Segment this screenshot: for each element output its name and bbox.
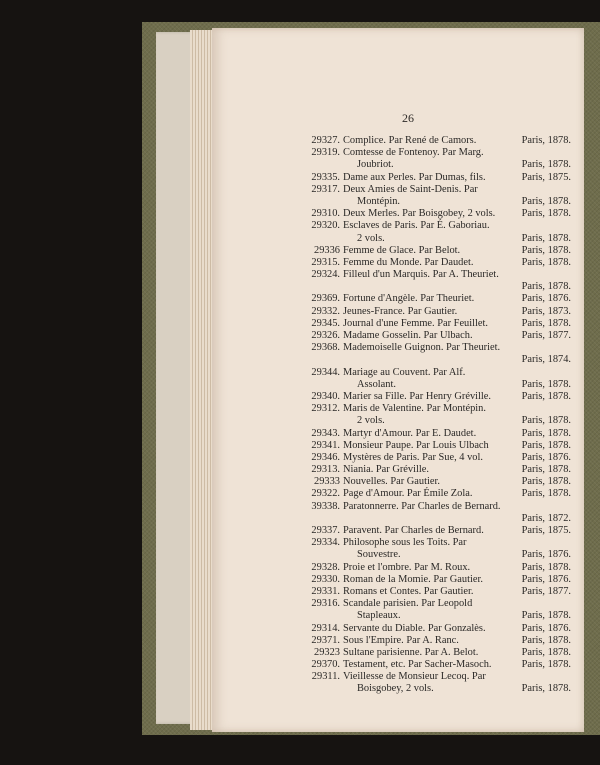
entry-line — [304, 635, 571, 647]
page-number: 26 — [402, 111, 414, 125]
catalog-entry — [304, 671, 571, 695]
entry-line — [304, 354, 571, 366]
catalog-entry — [304, 293, 571, 305]
entry-title: Paratonnerre. Par Charles de Bernard. — [343, 500, 501, 512]
catalog-entry — [304, 147, 571, 171]
entry-line — [304, 537, 571, 549]
catalog-entry — [304, 172, 571, 184]
entry-publication: Paris, 1875. — [521, 171, 571, 183]
catalog-entry — [304, 525, 571, 537]
entry-number: 29310. — [311, 208, 340, 220]
entry-number: 29316. — [311, 598, 340, 610]
catalog-entry — [304, 184, 571, 208]
entry-publication: Paris, 1878. — [521, 476, 571, 488]
entry-title: Deux Amies de Saint-Denis. Par — [343, 183, 478, 195]
entry-number: 29324. — [311, 269, 340, 281]
entry-line — [304, 562, 571, 574]
entry-number: 29334. — [311, 537, 340, 549]
entry-number: 29368. — [311, 342, 340, 354]
entry-line — [304, 647, 571, 659]
entry-title: Jeunes-France. Par Gautier. — [343, 305, 458, 317]
entry-publication: Paris, 1878. — [521, 244, 571, 256]
entry-number: 29371. — [311, 634, 340, 646]
entry-number: 29327. — [311, 135, 340, 146]
entry-title: Romans et Contes. Par Gautier. — [343, 585, 474, 597]
entry-number: 29314. — [311, 622, 340, 634]
catalog-entry — [304, 488, 571, 500]
entry-title: Deux Merles. Par Boisgobey, 2 vols. — [343, 208, 496, 220]
entry-number: 29344. — [311, 366, 340, 378]
entry-number: 29315. — [311, 256, 340, 268]
entry-number: 29323 — [314, 646, 340, 658]
catalog-entry — [304, 501, 571, 525]
catalog-entry — [304, 598, 571, 622]
entry-line — [304, 196, 571, 208]
catalog-entry — [304, 659, 571, 671]
entry-line — [304, 440, 571, 452]
entry-continuation: Joubriot. — [357, 159, 394, 171]
catalog-entry — [304, 269, 571, 293]
entry-publication: Paris, 1872. — [521, 512, 571, 524]
entry-line — [304, 513, 571, 525]
catalog-entry — [304, 440, 571, 452]
entry-line — [304, 464, 571, 476]
entry-publication: Paris, 1876. — [521, 549, 571, 561]
entry-line — [304, 184, 571, 196]
entry-line — [304, 549, 571, 561]
catalog-entry — [304, 208, 571, 220]
entry-line — [304, 147, 571, 159]
entry-line — [304, 330, 571, 342]
entry-title: Paravent. Par Charles de Bernard. — [343, 525, 484, 536]
entry-publication: Paris, 1876. — [521, 293, 571, 305]
entry-title: Proie et l'ombre. Par M. Roux. — [343, 561, 471, 573]
entry-number: 29335. — [311, 171, 340, 183]
catalog-entry — [304, 403, 571, 427]
entry-title: Servante du Diable. Par Gonzalès. — [343, 622, 486, 634]
catalog-entry — [304, 647, 571, 659]
entry-number: 29322. — [311, 488, 340, 500]
catalog-entry — [304, 452, 571, 464]
catalog-entry — [304, 635, 571, 647]
entry-title: Filleul d'un Marquis. Par A. Theuriet. — [343, 269, 499, 281]
entry-title: Fortune d'Angèle. Par Theuriet. — [343, 293, 475, 305]
entry-number: 29331. — [311, 585, 340, 597]
entry-title: Roman de la Momie. Par Gautier. — [343, 573, 483, 585]
entry-publication: Paris, 1878. — [521, 195, 571, 207]
entry-title: Monsieur Paupe. Par Louis Ulbach — [343, 439, 489, 451]
entry-line — [304, 488, 571, 500]
entry-publication: Paris, 1878. — [521, 208, 571, 220]
entry-continuation: Assolant. — [357, 378, 396, 390]
entry-line — [304, 220, 571, 232]
entry-publication: Paris, 1878. — [521, 135, 571, 146]
catalog-entry — [304, 318, 571, 330]
entry-line — [304, 172, 571, 184]
entry-line — [304, 501, 571, 513]
entry-number: 29317. — [311, 183, 340, 195]
entry-publication: Paris, 1878. — [521, 610, 571, 622]
entry-line — [304, 415, 571, 427]
entry-line — [304, 318, 571, 330]
catalog-entry — [304, 245, 571, 257]
entry-number: 29311. — [311, 671, 340, 683]
entry-line — [304, 683, 571, 695]
catalog-entry — [304, 574, 571, 586]
catalog-entry — [304, 623, 571, 635]
entry-publication: Paris, 1878. — [521, 281, 571, 293]
entry-title: Mystères de Paris. Par Sue, 4 vol. — [343, 451, 483, 463]
entry-publication: Paris, 1878. — [521, 634, 571, 646]
entry-number: 29337. — [311, 525, 340, 536]
entry-line — [304, 391, 571, 403]
catalog-entry — [304, 562, 571, 574]
entry-publication: Paris, 1878. — [521, 464, 571, 476]
entry-number: 29313. — [311, 464, 340, 476]
entry-publication: Paris, 1876. — [521, 622, 571, 634]
entry-publication: Paris, 1878. — [521, 390, 571, 402]
entry-number: 29333 — [314, 476, 340, 488]
entry-line — [304, 233, 571, 245]
entry-continuation: Souvestre. — [357, 549, 401, 561]
entry-number: 29312. — [311, 403, 340, 415]
entry-number: 29369. — [311, 293, 340, 305]
entry-number: 29328. — [311, 561, 340, 573]
entry-line — [304, 269, 571, 281]
catalog-entry — [304, 135, 571, 147]
entry-publication: Paris, 1878. — [521, 256, 571, 268]
catalog-entry — [304, 476, 571, 488]
entry-title: Nouvelles. Par Gautier. — [343, 476, 440, 488]
entry-publication: Paris, 1874. — [521, 354, 571, 366]
entry-line — [304, 135, 571, 147]
entry-continuation: Boisgobey, 2 vols. — [357, 683, 434, 695]
entry-line — [304, 342, 571, 354]
catalog-entry — [304, 342, 571, 366]
catalog-entry — [304, 367, 571, 391]
entry-line — [304, 610, 571, 622]
entry-line — [304, 208, 571, 220]
entry-publication: Paris, 1873. — [521, 305, 571, 317]
entry-line — [304, 403, 571, 415]
entry-continuation: 2 vols. — [357, 232, 385, 244]
book-page — [212, 28, 584, 732]
entry-title: Comtesse de Fontenoy. Par Marg. — [343, 147, 484, 159]
entry-publication: Paris, 1878. — [521, 439, 571, 451]
entry-publication: Paris, 1877. — [521, 585, 571, 597]
catalog-entry — [304, 257, 571, 269]
entry-publication: Paris, 1878. — [521, 317, 571, 329]
entry-line — [304, 367, 571, 379]
catalog-entry — [304, 586, 571, 598]
catalog-entry — [304, 464, 571, 476]
entry-line — [304, 245, 571, 257]
entry-title: Niania. Par Gréville. — [343, 464, 429, 476]
entry-publication: Paris, 1878. — [521, 659, 571, 671]
catalog-entry — [304, 537, 571, 561]
catalog-entry — [304, 330, 571, 342]
entry-title: Scandale parisien. Par Leopold — [343, 598, 473, 610]
entry-line — [304, 659, 571, 671]
entry-line — [304, 525, 571, 537]
entry-continuation: Stapleaux. — [357, 610, 401, 622]
entry-number: 29346. — [311, 451, 340, 463]
entry-publication: Paris, 1876. — [521, 451, 571, 463]
entry-title: Testament, etc. Par Sacher-Masoch. — [343, 659, 492, 671]
entry-number: 29345. — [311, 317, 340, 329]
entry-line — [304, 293, 571, 305]
entry-title: Complice. Par René de Camors. — [343, 135, 477, 146]
entry-title: Martyr d'Amour. Par E. Daudet. — [343, 427, 477, 439]
entry-title: Esclaves de Paris. Par É. Gaboriau. — [343, 220, 490, 232]
entry-number: 29336 — [314, 244, 340, 256]
entry-title: Mariage au Couvent. Par Alf. — [343, 366, 466, 378]
entry-line — [304, 586, 571, 598]
entry-publication: Paris, 1878. — [521, 561, 571, 573]
entry-title: Sultane parisienne. Par A. Belot. — [343, 646, 479, 658]
entry-line — [304, 574, 571, 586]
entry-number: 29343. — [311, 427, 340, 439]
entry-title: Vieillesse de Monsieur Lecoq. Par — [343, 671, 486, 683]
entry-line — [304, 598, 571, 610]
catalog-entry — [304, 306, 571, 318]
entry-line — [304, 159, 571, 171]
entry-publication: Paris, 1878. — [521, 378, 571, 390]
entry-line — [304, 281, 571, 293]
entry-number: 29332. — [311, 305, 340, 317]
catalog-entry — [304, 428, 571, 440]
entry-title: Page d'Amour. Par Émile Zola. — [343, 488, 473, 500]
entry-line — [304, 306, 571, 318]
catalog-entry — [304, 391, 571, 403]
entry-title: Sous l'Empire. Par A. Ranc. — [343, 634, 459, 646]
entry-number: 29330. — [311, 573, 340, 585]
entry-publication: Paris, 1876. — [521, 573, 571, 585]
entry-publication: Paris, 1878. — [521, 646, 571, 658]
entry-title: Femme de Glace. Par Belot. — [343, 244, 461, 256]
catalog-list — [304, 135, 571, 696]
entry-title: Philosophe sous les Toits. Par — [343, 537, 467, 549]
entry-line — [304, 452, 571, 464]
entry-title: Femme du Monde. Par Daudet. — [343, 256, 474, 268]
entry-continuation: Montépin. — [357, 195, 401, 207]
entry-publication: Paris, 1875. — [521, 525, 571, 536]
entry-number: 29370. — [311, 659, 340, 671]
entry-publication: Paris, 1878. — [521, 683, 571, 695]
entry-title: Maris de Valentine. Par Montépin. — [343, 403, 486, 415]
entry-publication: Paris, 1878. — [521, 427, 571, 439]
catalog-entry — [304, 220, 571, 244]
entry-number: 29326. — [311, 330, 340, 341]
entry-title: Madame Gosselin. Par Ulbach. — [343, 330, 473, 341]
entry-line — [304, 257, 571, 269]
entry-number: 29341. — [311, 439, 340, 451]
entry-title: Marier sa Fille. Par Henry Gréville. — [343, 390, 492, 402]
entry-title: Mademoiselle Guignon. Par Theuriet. — [343, 342, 501, 354]
entry-number: 39338. — [311, 500, 340, 512]
entry-publication: Paris, 1878. — [521, 488, 571, 500]
entry-publication: Paris, 1878. — [521, 415, 571, 427]
entry-number: 29320. — [311, 220, 340, 232]
entry-line — [304, 428, 571, 440]
entry-publication: Paris, 1877. — [521, 330, 571, 341]
entry-publication: Paris, 1878. — [521, 159, 571, 171]
entry-number: 29319. — [311, 147, 340, 159]
entry-title: Journal d'une Femme. Par Feuillet. — [343, 317, 489, 329]
entry-line — [304, 623, 571, 635]
entry-line — [304, 671, 571, 683]
entry-continuation: 2 vols. — [357, 415, 385, 427]
entry-publication: Paris, 1878. — [521, 232, 571, 244]
entry-title: Dame aux Perles. Par Dumas, fils. — [343, 171, 486, 183]
entry-number: 29340. — [311, 390, 340, 402]
entry-line — [304, 476, 571, 488]
entry-line — [304, 379, 571, 391]
